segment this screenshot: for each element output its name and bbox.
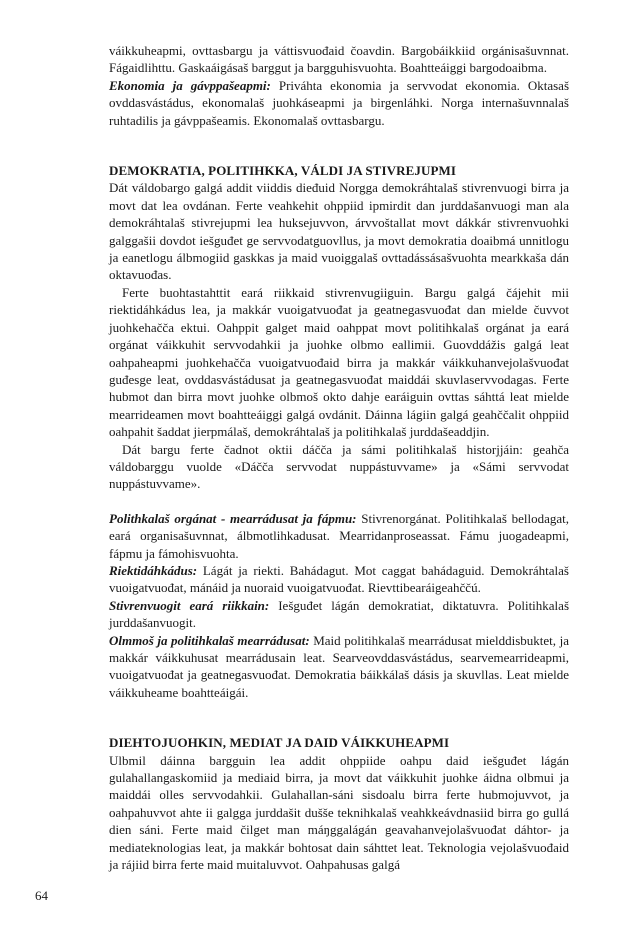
definition-text: Lágát ja riekti. Bahádagut. Mot caggat bahádaguid. Demokráhtalaš vuoigatvuođat, mánáid ja nuoraid vuoigatvuođat. Rievttibearáigeahččú. [109,562,569,596]
intro-paragraph: váikkuheapmi, ovttasbargu ja váttisvuođaid čoavdin. Bargobáikkiid orgánisašuvnnat. Fágaidlihttu. Gaskaáigásaš barggut ja bargguhisvuohta. Boahtteáiggi bargodoaibma. [109,43,569,76]
economy-text: Priváhta ekonomia ja servvodat ekonomia. Oktasaš ovddasvástádus, ekonomalaš juohkáseapmi ja birgenláhki. Norga internašuvnnalaš ruhtadilis ja gávppašeamis. Ekonomalaš ovttasbargu. [109,77,569,128]
page-number: 64 [35,888,48,903]
media-paragraph-1: Ulbmil dáinna bargguin lea addit ohppiide oahpu daid iešguđet lágán gulahallangaskomiid ja mediaid birra, ja movt dat váikkuhit juohke áidna olbmui ja maiddái olles servvodahkii. Gulahallan-sáni sisdoalu birra ferte hubmojuvvot, ja oahpahuvvot ahte ii galgga jurddašit dušše teknihkalaš veahkkeávdnasiid birra go gullá dien sáni. Ferte maid čilget man máŋggalágán geavahanvejolašvuođat dáhtor- ja mediateknologias leat, ja makkár bohtosat dain sáhttet leat. Teknologia vejolašvuođaid ja rájiid birra ferte maid muitaluvvot. Oahpahusas galgá [109,752,569,873]
definition-person-and-decisions [109,632,569,702]
section-heading-media: DIEHTOJUOHKIN, MEDIAT JA DAID VÁIKKUHEAPMI [109,735,450,751]
definition-text: Stivrenorgánat. Politihkalaš bellodagat, eará organisašuvnnat, álbmotlihkadusat. Mearridanproseassat. Fámu juogadeapmi, fápmu ja fámohisvuohta. [109,510,569,561]
democracy-paragraph-3: Dát bargu ferte čadnot oktii dáčča ja sámi politihkalaš historjjáin: geahča váldobarggu vuolde «Dáčča servvodat nuppástuvvame» ja «Sámi servvodat nuppástuvvame». [109,441,569,492]
definition-text: Iešguđet lágán demokratiat, diktatuvra. Politihkalaš jurddašanvuogit. [109,597,569,631]
definition-text: Maid politihkalaš mearrádusat mielddisbuktet, ja makkár váikkuhusat mearrádusain leat. Searveovddasvástádus, searvemearrideapmi, vuoigatvuođat ja geatnegasvuođat. Demokratia báikkálaš dásis ja skuvllas. Leat mielde váikkuheame boahtteáigái. [109,632,569,700]
section-heading-democracy: DEMOKRATIA, POLITIHKKA, VÁLDI JA STIVREJUPMI [109,163,457,179]
definition-term: Stivrenvuogit eará riikkain: [109,597,270,613]
definition-term: Olmmoš ja politihkalaš mearrádusat: [109,632,310,648]
definition-governance-other-countries [109,597,569,632]
democracy-paragraph-1: Dát váldobargo galgá addit viiddis dieđuid Norgga demokráhtalaš stivrenvuogi birra ja movt dat lea ovdánan. Ferte veahkehit ohppiid ipmirdit dan jurddašanvuogi man ala demokráhtalaš stivrejupmi lea huksejuvvon, árvvoštallat movt dákkár stivrenvuohki galggašii dovdot iešguđet ge servvodatguovllus, ja movt demokratia doaibmá unnitlogu ja eanetlogu álbmogiid gaskkas ja maid vuoiggalaš ovttadássásašvuohta mearkkaša dán oktavuođas. [109,180,569,283]
text-column [109,42,569,873]
definition-term: Riektidáhkádus: [109,562,198,578]
democracy-paragraph-2: Ferte buohtastahttit eará riikkaid stivrenvugiiguin. Bargu galgá čájehit mii riektidáhkádus lea, ja makkár vuoigatvuođat ja geatnegasvuođat dan mielde čuvvot juohkehačča ektui. Oahppit galget maid oahppat movt politihkalaš orgánat ja eará orgánat váikkuhit servvodahkii ja juohke olbmo eallimii. Guovddážis galgá leat oahpaheapmi juohkehačča vuoigatvuođaid birra ja makkár váikkuhanvejolašvuođat guđesge leat, ovddasvástádusat ja geatnegasvuođat maiddái skuvlaservvodagas. Ferte hubmot dan birra movt juohke olbmoš okto dahje earáiguin ovttas sáhttá leat mielde mearrideamen movt boahtteáiggi galgá ovdánit. Dáinna lágiin galgá geahččalit ohppiid oahpahit šaddat jierpmálaš, demokráhtalaš ja politihkalaš jurddašeaddjin. [109,284,569,440]
definition-term: Polithkalaš orgánat - mearrádusat ja fápmu: [109,510,357,526]
economy-term: Ekonomia ja gávppašeapmi: [109,77,271,93]
economy-definition [109,77,569,129]
definition-rule-of-law [109,562,569,597]
definition-political-organs [109,510,569,562]
